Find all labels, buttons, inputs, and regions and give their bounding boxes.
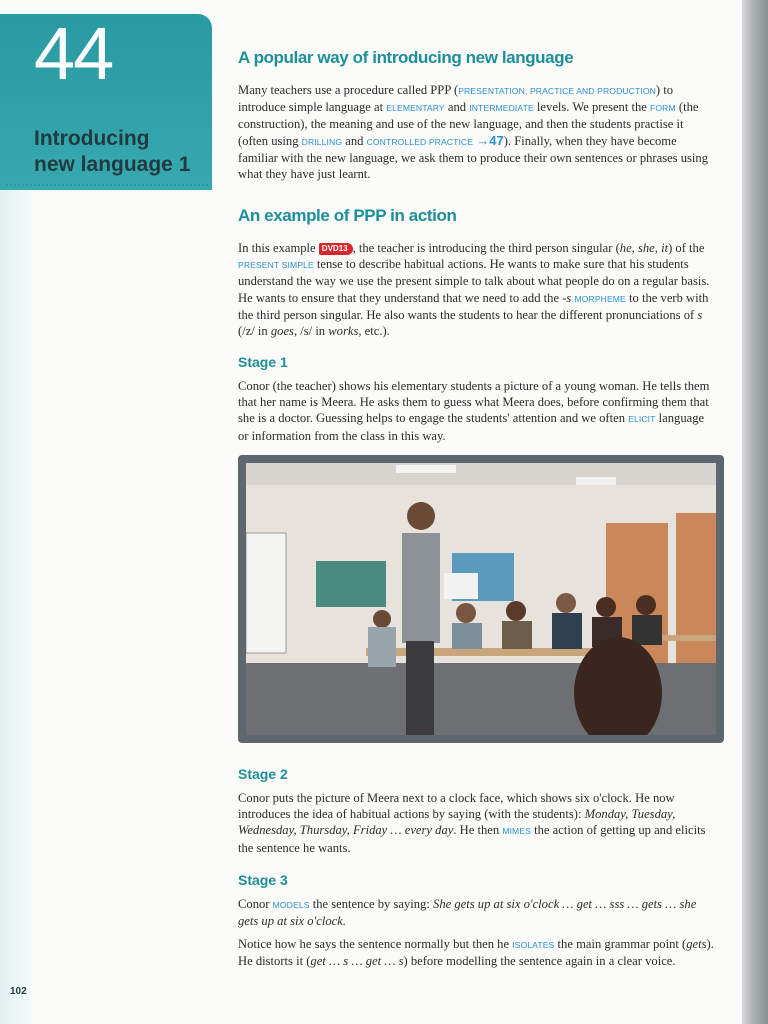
text: and	[342, 133, 367, 148]
page-number: 102	[10, 986, 27, 997]
glossary-term[interactable]: DRILLING	[301, 136, 343, 147]
text: s	[697, 307, 703, 322]
text: . He then	[453, 823, 503, 838]
text: (/z/ in	[238, 324, 271, 339]
text: goes	[270, 324, 294, 339]
text: he, she, it	[619, 241, 669, 255]
section-heading-popular-way: A popular way of introducing new language	[238, 48, 574, 67]
dotted-divider	[6, 184, 208, 186]
text: (the construction), the meaning and use of the new language, and then the students practise it (often using	[238, 100, 699, 148]
text: Conor (the teacher) shows his elementary students a picture of a young woman. He tells them that her name is Meera. He asks them to guess what Meera does, before confirming them that she is a doctor. Guessing helps to engage the students' attention and we often	[238, 379, 710, 426]
paragraph-ppp-intro	[238, 82, 716, 182]
text: She gets up at six o'clock … get … sss … gets … she gets up at six o'clock.	[238, 897, 697, 929]
text: , /s/ in	[293, 324, 329, 339]
classroom-illustration	[246, 463, 716, 735]
text: In this example	[238, 241, 319, 255]
text: the sentence by saying:	[309, 897, 434, 911]
paragraph-ppp-example	[238, 240, 716, 339]
paragraph-stage-1	[238, 378, 716, 444]
text: levels. We present the	[533, 100, 651, 115]
glossary-term[interactable]: CONTROLLED PRACTICE	[366, 136, 474, 147]
text: get … s … get … s	[310, 954, 404, 969]
text: the main grammar point (	[554, 937, 687, 951]
text: Monday, Tuesday, Wednesday, Thursday, Friday … every day	[238, 807, 676, 838]
chapter-title	[34, 126, 212, 178]
paragraph-stage-3-b	[238, 936, 716, 969]
cross-reference-link[interactable]: →47	[476, 132, 504, 148]
paragraph-stage-3-a	[238, 896, 716, 929]
text: Many teachers use a procedure called PPP (	[238, 83, 459, 97]
text: , etc.).	[358, 324, 390, 339]
glossary-term[interactable]: MIMES	[502, 826, 531, 837]
text: to the verb with the third person singular. He also wants the students to hear the different pronunciations of	[238, 290, 709, 322]
paragraph-stage-2	[238, 790, 716, 856]
text: gets	[686, 937, 707, 951]
text: ) to introduce simple language at	[238, 83, 674, 115]
text: works	[328, 324, 359, 339]
page-gutter	[742, 0, 768, 1024]
glossary-term[interactable]: MODELS	[272, 900, 310, 910]
text: and	[444, 100, 470, 115]
text: -s	[562, 290, 572, 305]
chapter-title-line2: new language 1	[34, 153, 191, 176]
text: , the teacher is introducing the third person singular (	[352, 241, 620, 255]
glossary-term[interactable]: ELICIT	[628, 414, 656, 425]
text: ) of the	[668, 241, 705, 255]
text: Conor	[238, 897, 273, 911]
text: ). Finally, when they have become familiar with the new language, we ask them to produce their own sentences or phrases using what they have just learnt.	[238, 133, 709, 182]
text: language or information from the class in this way.	[238, 411, 705, 443]
glossary-term[interactable]: INTERMEDIATE	[469, 103, 534, 114]
glossary-term[interactable]: ISOLATES	[512, 940, 555, 950]
stage-2-heading: Stage 2	[238, 766, 288, 782]
chapter-number: 44	[34, 12, 113, 95]
glossary-term[interactable]: PRESENTATION, PRACTICE AND PRODUCTION	[458, 86, 656, 96]
dvd-badge-icon[interactable]: DVD13	[319, 243, 353, 255]
text: Notice how he says the sentence normally but then he	[238, 937, 513, 951]
text: tense to describe habitual actions. He wants to make sure that his students understand the way we use the present simple to talk about what people do on a regular basis. He wants to ensure that they understand that we need to add the	[238, 257, 710, 305]
glossary-term[interactable]: ELEMENTARY	[386, 103, 445, 114]
stage-1-heading: Stage 1	[238, 354, 288, 370]
text: Conor puts the picture of Meera next to a clock face, which shows six o'clock. He now introduces the idea of habitual actions by saying (with the students):	[238, 791, 675, 822]
chapter-title-line1: Introducing	[34, 127, 150, 150]
chapter-sidebar	[0, 0, 214, 1024]
text: the action of getting up and elicits the sentence he wants.	[238, 823, 706, 855]
glossary-term[interactable]: PRESENT SIMPLE	[238, 260, 314, 271]
classroom-photo	[238, 455, 724, 743]
glossary-term[interactable]: MORPHEME	[574, 293, 626, 304]
section-heading-ppp-example: An example of PPP in action	[238, 206, 457, 225]
text: ) before modelling the sentence again in a clear voice.	[403, 954, 676, 969]
text: ). He distorts it (	[238, 937, 714, 969]
glossary-term[interactable]: FORM	[650, 103, 676, 114]
stage-3-heading: Stage 3	[238, 872, 288, 888]
margin-strip	[0, 190, 32, 1024]
